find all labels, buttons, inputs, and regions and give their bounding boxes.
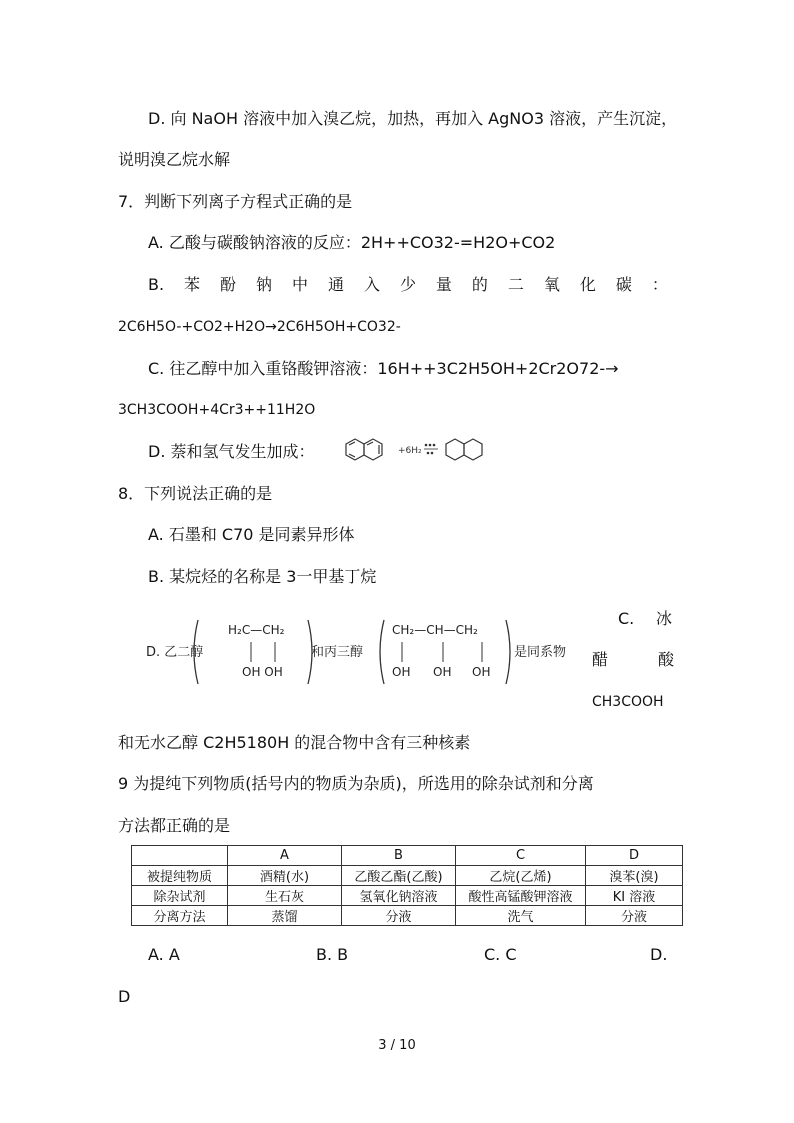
table-cell: 分液 <box>586 906 683 926</box>
q7-option-b-char: 中 <box>291 275 308 294</box>
page-number: 3 / 10 <box>378 1038 416 1053</box>
naphthalene-hydrogenation-reaction <box>340 434 500 468</box>
table-cell: 乙酸乙酯(乙酸) <box>342 866 456 886</box>
q9-choice-c: C. C <box>484 945 517 964</box>
q8-option-c-word: 醋 <box>592 650 609 669</box>
table-header-row <box>132 846 683 866</box>
q7-option-b-char: 化 <box>579 275 596 294</box>
q8-option-c-formula: CH3COOH <box>592 694 664 710</box>
table-cell: 分离方法 <box>132 906 228 926</box>
q6-option-d-line2: 说明溴乙烷水解 <box>118 150 231 169</box>
table-cell: 分液 <box>342 906 456 926</box>
glycerol-hydroxyl: OH <box>472 665 491 679</box>
q8-option-d-mid: 和丙三醇 <box>311 645 364 660</box>
ethylene-glycol-structure <box>188 616 318 688</box>
q7-option-b-char: 碳 <box>615 275 632 294</box>
q7-option-b-line1 <box>148 275 668 295</box>
q7-option-b-char: 氧 <box>543 275 560 294</box>
table-cell: B <box>342 846 456 866</box>
q7-option-b-char: B. <box>148 275 165 294</box>
table-cell: C <box>456 846 586 866</box>
table-cell: 酒精(水) <box>228 866 342 886</box>
q8-option-a: A. 石墨和 C70 是同素异形体 <box>148 525 355 544</box>
q7-option-d-label: D. 萘和氢气发生加成： <box>148 442 315 461</box>
glycerol-top-chain: CH₂—CH—CH₂ <box>392 623 478 637</box>
table-row <box>132 906 683 926</box>
q8-option-d-prefix: D. 乙二醇 <box>146 645 204 660</box>
q7-option-b-char: 酚 <box>220 275 237 294</box>
q8-stem: 8．下列说法正确的是 <box>118 484 273 503</box>
table-cell: A <box>228 846 342 866</box>
q7-option-b-char: 入 <box>363 275 380 294</box>
glycerol-hydroxyl: OH <box>392 665 411 679</box>
q6-option-d-line1: D. 向 NaOH 溶液中加入溴乙烷，加热，再加入 AgNO3 溶液，产生沉淀， <box>148 109 678 128</box>
q9-choice-a: A. A <box>148 945 180 964</box>
table-cell: 蒸馏 <box>228 906 342 926</box>
table-cell: 被提纯物质 <box>132 866 228 886</box>
q8-option-d-suffix: 是同系物 <box>514 645 567 660</box>
table-cell: KI 溶液 <box>586 886 683 906</box>
q7-stem: 7．判断下列离子方程式正确的是 <box>118 192 353 211</box>
table-cell <box>132 846 228 866</box>
q9-choice-d-wrap: D <box>118 987 131 1006</box>
q7-option-b-char: 苯 <box>184 275 201 294</box>
decalin-structure-icon <box>446 439 482 460</box>
q8-option-c-word: 冰 <box>656 609 673 628</box>
q7-option-b-char: 量 <box>435 275 452 294</box>
purification-table <box>131 845 683 926</box>
table-row <box>132 866 683 886</box>
q8-option-b: B. 某烷烃的名称是 3一甲基丁烷 <box>148 567 377 586</box>
q9-stem-line1: 9 为提纯下列物质(括号内的物质为杂质)，所选用的除杂试剂和分离 <box>118 774 594 793</box>
table-cell: 生石灰 <box>228 886 342 906</box>
table-cell: 酸性高锰酸钾溶液 <box>456 886 586 906</box>
table-cell: 溴苯(溴) <box>586 866 683 886</box>
glycol-top-chain: H₂C—CH₂ <box>228 623 285 637</box>
glycerol-structure <box>374 616 516 688</box>
table-cell: 氢氧化钠溶液 <box>342 886 456 906</box>
glycerol-hydroxyl: OH <box>433 665 452 679</box>
q8-option-c-continuation: 和无水乙醇 C2H5180H 的混合物中含有三种核素 <box>118 733 471 752</box>
q9-choice-b: B. B <box>316 945 349 964</box>
table-cell: 洗气 <box>456 906 586 926</box>
table-cell: D <box>586 846 683 866</box>
table-cell: 乙烷(乙烯) <box>456 866 586 886</box>
q9-stem-line2: 方法都正确的是 <box>118 816 231 835</box>
q7-option-c-line2: 3CH3COOH+4Cr3++11H2O <box>118 402 316 418</box>
q9-choice-d: D. <box>650 945 668 964</box>
q7-option-b-char: 钠 <box>256 275 273 294</box>
q8-option-c-word: 酸 <box>658 650 675 669</box>
q7-option-a: A. 乙酸与碳酸钠溶液的反应：2H++CO32-=H2O+CO2 <box>148 233 556 252</box>
q7-option-b-char: 通 <box>327 275 344 294</box>
q7-option-c-line1: C. 往乙醇中加入重铬酸钾溶液：16H++3C2H5OH+2Cr2O72-→ <box>148 359 619 378</box>
glycol-hydroxyl-groups: OH OH <box>242 665 283 679</box>
q7-option-b-char: ： <box>651 275 668 294</box>
hydrogen-reagent: +6H₂ <box>398 446 422 456</box>
reaction-arrow-icon <box>424 444 438 454</box>
table-cell: 除杂试剂 <box>132 886 228 906</box>
naphthalene-structure-icon <box>346 439 382 460</box>
q8-option-c-label: C. <box>618 609 635 628</box>
table-row <box>132 886 683 906</box>
q7-option-b-char: 的 <box>471 275 488 294</box>
q7-option-b-char: 少 <box>399 275 416 294</box>
q7-option-b-line2: 2C6H5O-+CO2+H2O→2C6H5OH+CO32- <box>118 319 401 335</box>
q7-option-b-char: 二 <box>507 275 524 294</box>
